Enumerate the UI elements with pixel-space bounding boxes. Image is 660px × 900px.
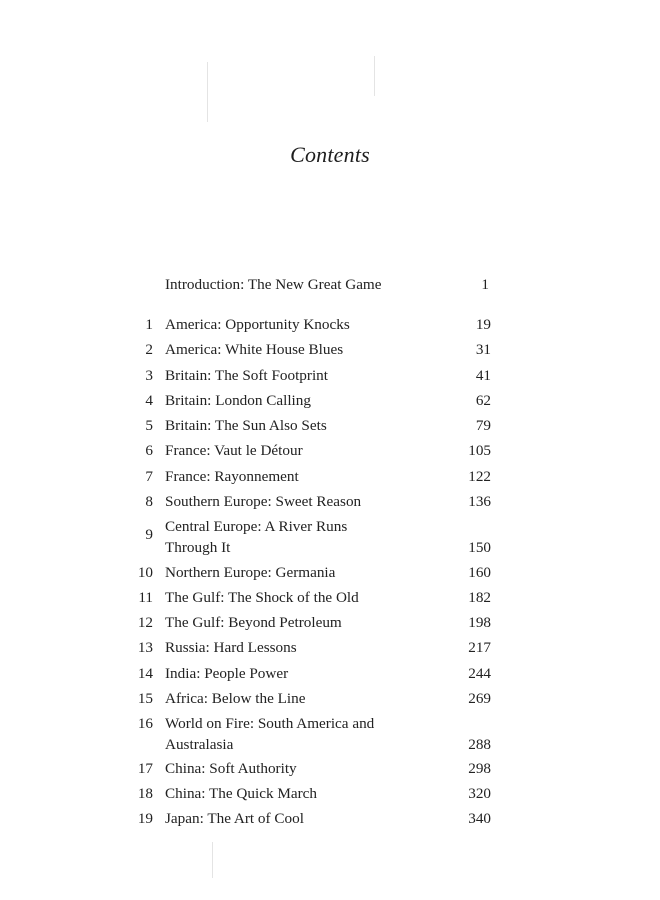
entry-page-number: 105 <box>468 442 491 459</box>
toc-entry[interactable] <box>120 441 495 461</box>
entry-page-number: 182 <box>468 589 491 606</box>
entry-title-continued: Australasia <box>165 736 234 753</box>
toc-entry-introduction[interactable] <box>120 275 495 295</box>
chapter-number: 19 <box>137 810 153 827</box>
table-of-contents <box>120 0 495 900</box>
entry-page-number: 79 <box>475 417 491 434</box>
toc-entry[interactable] <box>120 315 495 335</box>
entry-title: Africa: Below the Line <box>165 690 306 707</box>
toc-entry[interactable] <box>120 714 495 756</box>
chapter-number: 14 <box>137 665 153 682</box>
entry-title: Southern Europe: Sweet Reason <box>165 493 362 510</box>
chapter-number: 18 <box>137 785 153 802</box>
entry-title: The Gulf: Beyond Petroleum <box>165 614 342 631</box>
entry-page-number: 160 <box>468 564 491 581</box>
toc-entry[interactable] <box>120 759 495 779</box>
toc-entry[interactable] <box>120 492 495 512</box>
toc-entry[interactable] <box>120 563 495 583</box>
chapter-number: 15 <box>137 690 153 707</box>
toc-entry[interactable] <box>120 517 495 559</box>
chapter-number: 5 <box>145 417 153 434</box>
entry-title: Japan: The Art of Cool <box>165 810 304 827</box>
entry-page-number: 62 <box>475 392 491 409</box>
chapter-number: 3 <box>145 367 153 384</box>
chapter-number: 4 <box>145 392 153 409</box>
entry-page-number: 340 <box>468 810 491 827</box>
toc-entry[interactable] <box>120 809 495 829</box>
chapter-number: 9 <box>145 526 153 543</box>
entry-title-continued: Through It <box>165 539 231 556</box>
entry-title: France: Rayonnement <box>165 468 299 485</box>
chapter-number: 1 <box>145 316 153 333</box>
entry-title: Britain: The Soft Footprint <box>165 367 328 384</box>
toc-entry[interactable] <box>120 467 495 487</box>
chapter-number: 17 <box>137 760 153 777</box>
entry-page-number: 136 <box>468 493 491 510</box>
chapter-number: 2 <box>145 341 153 358</box>
entry-page-number: 1 <box>481 276 489 293</box>
entry-title: France: Vaut le Détour <box>165 442 303 459</box>
entry-title: China: Soft Authority <box>165 760 297 777</box>
entry-title: World on Fire: South America and <box>165 715 375 732</box>
entry-page-number: 288 <box>468 736 491 753</box>
entry-page-number: 31 <box>475 341 491 358</box>
entry-page-number: 298 <box>468 760 491 777</box>
entry-title: America: White House Blues <box>165 341 344 358</box>
entry-title: Northern Europe: Germania <box>165 564 336 581</box>
entry-page-number: 244 <box>468 665 491 682</box>
chapter-number: 16 <box>137 715 153 732</box>
toc-entry[interactable] <box>120 689 495 709</box>
toc-entry[interactable] <box>120 391 495 411</box>
chapter-number: 6 <box>145 442 153 459</box>
entry-title: China: The Quick March <box>165 785 317 802</box>
chapter-number: 13 <box>137 639 153 656</box>
chapter-number: 7 <box>145 468 153 485</box>
toc-entry[interactable] <box>120 588 495 608</box>
toc-entry[interactable] <box>120 784 495 804</box>
chapter-number: 12 <box>137 614 153 631</box>
entry-title: Britain: The Sun Also Sets <box>165 417 327 434</box>
entry-title: The Gulf: The Shock of the Old <box>165 589 359 606</box>
toc-entry[interactable] <box>120 366 495 386</box>
toc-entry[interactable] <box>120 638 495 658</box>
entry-page-number: 41 <box>475 367 491 384</box>
chapter-number: 10 <box>137 564 153 581</box>
entry-page-number: 150 <box>468 539 491 556</box>
entry-title: Britain: London Calling <box>165 392 311 409</box>
entry-page-number: 198 <box>468 614 491 631</box>
entry-title: Introduction: The New Great Game <box>165 276 382 293</box>
entry-title: Russia: Hard Lessons <box>165 639 297 656</box>
entry-page-number: 19 <box>475 316 491 333</box>
page-title: Contents <box>290 142 370 167</box>
chapter-number: 8 <box>145 493 153 510</box>
entry-title: Central Europe: A River Runs <box>165 518 348 535</box>
toc-entry[interactable] <box>120 340 495 360</box>
entry-page-number: 122 <box>468 468 491 485</box>
toc-entry[interactable] <box>120 613 495 633</box>
entry-title: America: Opportunity Knocks <box>165 316 350 333</box>
entry-page-number: 320 <box>468 785 491 802</box>
toc-entry[interactable] <box>120 416 495 436</box>
entry-page-number: 269 <box>468 690 491 707</box>
toc-entry[interactable] <box>120 664 495 684</box>
chapter-number: 11 <box>138 589 153 606</box>
entry-page-number: 217 <box>468 639 491 656</box>
entry-title: India: People Power <box>165 665 289 682</box>
